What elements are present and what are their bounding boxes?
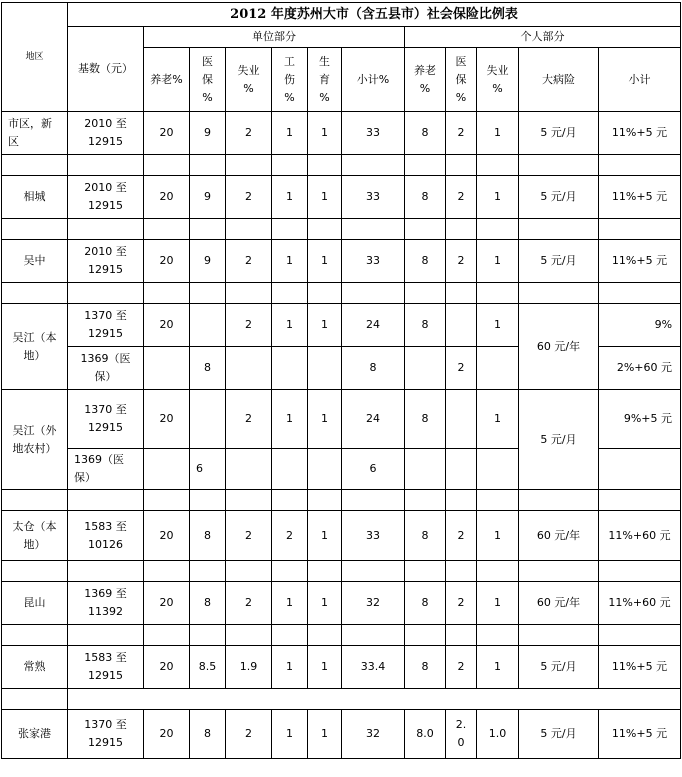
subtotal-cell: 6 bbox=[342, 449, 405, 490]
personal-medical-cell: 2 bbox=[446, 112, 477, 155]
header-pension: 养老% bbox=[144, 48, 190, 112]
subtotal-cell: 33 bbox=[342, 511, 405, 561]
pension-cell: 20 bbox=[144, 582, 190, 625]
serious-illness-cell: 5 元/月 bbox=[519, 646, 599, 689]
personal-subtotal-cell: 11%+5 元 bbox=[599, 176, 681, 219]
pension-cell: 20 bbox=[144, 646, 190, 689]
injury-cell: 1 bbox=[272, 646, 308, 689]
region-cell: 市区，新 区 bbox=[2, 112, 68, 155]
personal-pension-cell: 8 bbox=[405, 582, 446, 625]
injury-cell bbox=[272, 347, 308, 390]
base-cell: 1369（医 保） bbox=[68, 347, 144, 390]
personal-medical-cell: 2 bbox=[446, 347, 477, 390]
header-medical: 医 保 % bbox=[190, 48, 226, 112]
header-serious-illness: 大病险 bbox=[519, 48, 599, 112]
injury-cell: 1 bbox=[272, 112, 308, 155]
base-cell: 2010 至 12915 bbox=[68, 112, 144, 155]
personal-subtotal-cell: 11%+60 元 bbox=[599, 582, 681, 625]
injury-cell: 1 bbox=[272, 390, 308, 449]
subtotal-cell: 32 bbox=[342, 582, 405, 625]
subtotal-cell: 33 bbox=[342, 240, 405, 283]
pension-cell: 20 bbox=[144, 511, 190, 561]
base-cell: 2010 至 12915 bbox=[68, 240, 144, 283]
personal-medical-cell: 2 bbox=[446, 646, 477, 689]
header-personal-medical: 医 保 % bbox=[446, 48, 477, 112]
subtotal-cell: 24 bbox=[342, 390, 405, 449]
unemployment-cell: 2 bbox=[226, 511, 272, 561]
table-row bbox=[2, 511, 681, 561]
personal-unemployment-cell: 1 bbox=[477, 304, 519, 347]
subtotal-cell: 8 bbox=[342, 347, 405, 390]
region-cell: 常熟 bbox=[2, 646, 68, 689]
personal-subtotal-cell: 9% bbox=[599, 304, 681, 347]
pension-cell: 20 bbox=[144, 710, 190, 759]
table-row bbox=[2, 582, 681, 625]
maternity-cell: 1 bbox=[308, 511, 342, 561]
personal-subtotal-cell: 11%+5 元 bbox=[599, 710, 681, 759]
personal-subtotal-cell: 11%+5 元 bbox=[599, 240, 681, 283]
personal-subtotal-cell: 11%+60 元 bbox=[599, 511, 681, 561]
personal-unemployment-cell: 1 bbox=[477, 582, 519, 625]
header-personal-unemployment: 失业 % bbox=[477, 48, 519, 112]
personal-medical-cell bbox=[446, 449, 477, 490]
base-cell: 1583 至 12915 bbox=[68, 646, 144, 689]
region-cell: 吴江（外 地农村） bbox=[2, 390, 68, 490]
personal-pension-cell: 8 bbox=[405, 646, 446, 689]
pension-cell: 20 bbox=[144, 390, 190, 449]
serious-illness-cell: 5 元/月 bbox=[519, 390, 599, 490]
personal-unemployment-cell: 1 bbox=[477, 646, 519, 689]
pension-cell bbox=[144, 449, 190, 490]
serious-illness-cell: 5 元/月 bbox=[519, 176, 599, 219]
maternity-cell: 1 bbox=[308, 646, 342, 689]
personal-medical-cell: 2 bbox=[446, 582, 477, 625]
medical-cell: 9 bbox=[190, 240, 226, 283]
maternity-cell: 1 bbox=[308, 304, 342, 347]
personal-medical-cell: 2. 0 bbox=[446, 710, 477, 759]
base-cell: 1370 至 12915 bbox=[68, 710, 144, 759]
unemployment-cell: 2 bbox=[226, 582, 272, 625]
personal-unemployment-cell bbox=[477, 347, 519, 390]
personal-subtotal-cell bbox=[599, 449, 681, 490]
header-injury: 工 伤 % bbox=[272, 48, 308, 112]
subtotal-cell: 33 bbox=[342, 112, 405, 155]
subtotal-cell: 33 bbox=[342, 176, 405, 219]
injury-cell: 1 bbox=[272, 176, 308, 219]
injury-cell: 1 bbox=[272, 582, 308, 625]
table-row bbox=[2, 390, 681, 449]
injury-cell: 1 bbox=[272, 240, 308, 283]
spacer-row bbox=[2, 155, 681, 176]
personal-pension-cell: 8 bbox=[405, 240, 446, 283]
personal-pension-cell bbox=[405, 347, 446, 390]
spacer-row bbox=[2, 689, 681, 710]
unemployment-cell: 2 bbox=[226, 112, 272, 155]
medical-cell bbox=[190, 304, 226, 347]
injury-cell: 1 bbox=[272, 710, 308, 759]
header-personal-part: 个人部分 bbox=[405, 27, 681, 48]
personal-unemployment-cell: 1 bbox=[477, 112, 519, 155]
injury-cell bbox=[272, 449, 308, 490]
table-title: 2012 年度苏州大市（含五县市）社会保险比例表 bbox=[68, 3, 681, 27]
header-region: 地区 bbox=[2, 3, 68, 112]
unemployment-cell: 2 bbox=[226, 304, 272, 347]
medical-cell bbox=[190, 390, 226, 449]
unemployment-cell: 2 bbox=[226, 240, 272, 283]
medical-cell: 8.5 bbox=[190, 646, 226, 689]
personal-unemployment-cell: 1 bbox=[477, 390, 519, 449]
subtotal-cell: 33.4 bbox=[342, 646, 405, 689]
medical-cell: 6 bbox=[190, 449, 226, 490]
medical-cell: 9 bbox=[190, 112, 226, 155]
maternity-cell: 1 bbox=[308, 240, 342, 283]
serious-illness-cell: 5 元/月 bbox=[519, 710, 599, 759]
injury-cell: 1 bbox=[272, 304, 308, 347]
header-subtotal-pct: 小计% bbox=[342, 48, 405, 112]
region-cell: 吴江（本 地） bbox=[2, 304, 68, 390]
medical-cell: 8 bbox=[190, 582, 226, 625]
personal-medical-cell: 2 bbox=[446, 511, 477, 561]
maternity-cell: 1 bbox=[308, 710, 342, 759]
unemployment-cell bbox=[226, 347, 272, 390]
table-row bbox=[2, 176, 681, 219]
medical-cell: 8 bbox=[190, 347, 226, 390]
injury-cell: 2 bbox=[272, 511, 308, 561]
table-row bbox=[2, 646, 681, 689]
personal-unemployment-cell: 1 bbox=[477, 511, 519, 561]
header-base: 基数（元） bbox=[68, 27, 144, 112]
region-cell: 相城 bbox=[2, 176, 68, 219]
personal-medical-cell: 2 bbox=[446, 176, 477, 219]
spacer-row bbox=[2, 625, 681, 646]
spacer-row bbox=[2, 283, 681, 304]
personal-pension-cell: 8 bbox=[405, 390, 446, 449]
maternity-cell: 1 bbox=[308, 582, 342, 625]
base-cell: 1369 至 11392 bbox=[68, 582, 144, 625]
serious-illness-cell: 60 元/年 bbox=[519, 582, 599, 625]
insurance-table bbox=[1, 2, 681, 759]
serious-illness-cell: 60 元/年 bbox=[519, 304, 599, 390]
pension-cell: 20 bbox=[144, 176, 190, 219]
personal-subtotal-cell: 2%+60 元 bbox=[599, 347, 681, 390]
serious-illness-cell: 5 元/月 bbox=[519, 112, 599, 155]
medical-cell: 9 bbox=[190, 176, 226, 219]
table-row bbox=[2, 710, 681, 759]
serious-illness-cell: 60 元/年 bbox=[519, 511, 599, 561]
personal-medical-cell bbox=[446, 304, 477, 347]
personal-unemployment-cell: 1 bbox=[477, 176, 519, 219]
personal-pension-cell: 8 bbox=[405, 511, 446, 561]
maternity-cell bbox=[308, 449, 342, 490]
region-cell: 太仓（本 地） bbox=[2, 511, 68, 561]
personal-medical-cell bbox=[446, 390, 477, 449]
base-cell: 1583 至 10126 bbox=[68, 511, 144, 561]
base-cell: 1370 至 12915 bbox=[68, 304, 144, 347]
serious-illness-cell: 5 元/月 bbox=[519, 240, 599, 283]
pension-cell: 20 bbox=[144, 304, 190, 347]
personal-unemployment-cell: 1.0 bbox=[477, 710, 519, 759]
region-cell: 吴中 bbox=[2, 240, 68, 283]
personal-unemployment-cell bbox=[477, 449, 519, 490]
personal-pension-cell: 8 bbox=[405, 112, 446, 155]
subtotal-cell: 32 bbox=[342, 710, 405, 759]
personal-unemployment-cell: 1 bbox=[477, 240, 519, 283]
maternity-cell bbox=[308, 347, 342, 390]
medical-cell: 8 bbox=[190, 511, 226, 561]
region-cell: 昆山 bbox=[2, 582, 68, 625]
header-personal-pension: 养老 % bbox=[405, 48, 446, 112]
spacer-row bbox=[2, 490, 681, 511]
region-cell: 张家港 bbox=[2, 710, 68, 759]
table-row bbox=[2, 240, 681, 283]
personal-subtotal-cell: 9%+5 元 bbox=[599, 390, 681, 449]
personal-subtotal-cell: 11%+5 元 bbox=[599, 112, 681, 155]
pension-cell bbox=[144, 347, 190, 390]
subtotal-cell: 24 bbox=[342, 304, 405, 347]
base-cell: 1369（医 保） bbox=[68, 449, 144, 490]
header-maternity: 生 育 % bbox=[308, 48, 342, 112]
base-cell: 1370 至 12915 bbox=[68, 390, 144, 449]
personal-subtotal-cell: 11%+5 元 bbox=[599, 646, 681, 689]
pension-cell: 20 bbox=[144, 240, 190, 283]
unemployment-cell: 2 bbox=[226, 390, 272, 449]
spacer-row bbox=[2, 561, 681, 582]
medical-cell: 8 bbox=[190, 710, 226, 759]
personal-medical-cell: 2 bbox=[446, 240, 477, 283]
personal-pension-cell: 8 bbox=[405, 304, 446, 347]
maternity-cell: 1 bbox=[308, 176, 342, 219]
personal-pension-cell: 8 bbox=[405, 176, 446, 219]
header-unit-part: 单位部分 bbox=[144, 27, 405, 48]
maternity-cell: 1 bbox=[308, 390, 342, 449]
header-unemployment: 失业 % bbox=[226, 48, 272, 112]
base-cell: 2010 至 12915 bbox=[68, 176, 144, 219]
personal-pension-cell: 8.0 bbox=[405, 710, 446, 759]
pension-cell: 20 bbox=[144, 112, 190, 155]
unemployment-cell bbox=[226, 449, 272, 490]
table-row bbox=[2, 112, 681, 155]
unemployment-cell: 2 bbox=[226, 176, 272, 219]
personal-pension-cell bbox=[405, 449, 446, 490]
header-subtotal: 小计 bbox=[599, 48, 681, 112]
spacer-row bbox=[2, 219, 681, 240]
maternity-cell: 1 bbox=[308, 112, 342, 155]
table-row bbox=[2, 304, 681, 347]
unemployment-cell: 2 bbox=[226, 710, 272, 759]
unemployment-cell: 1.9 bbox=[226, 646, 272, 689]
